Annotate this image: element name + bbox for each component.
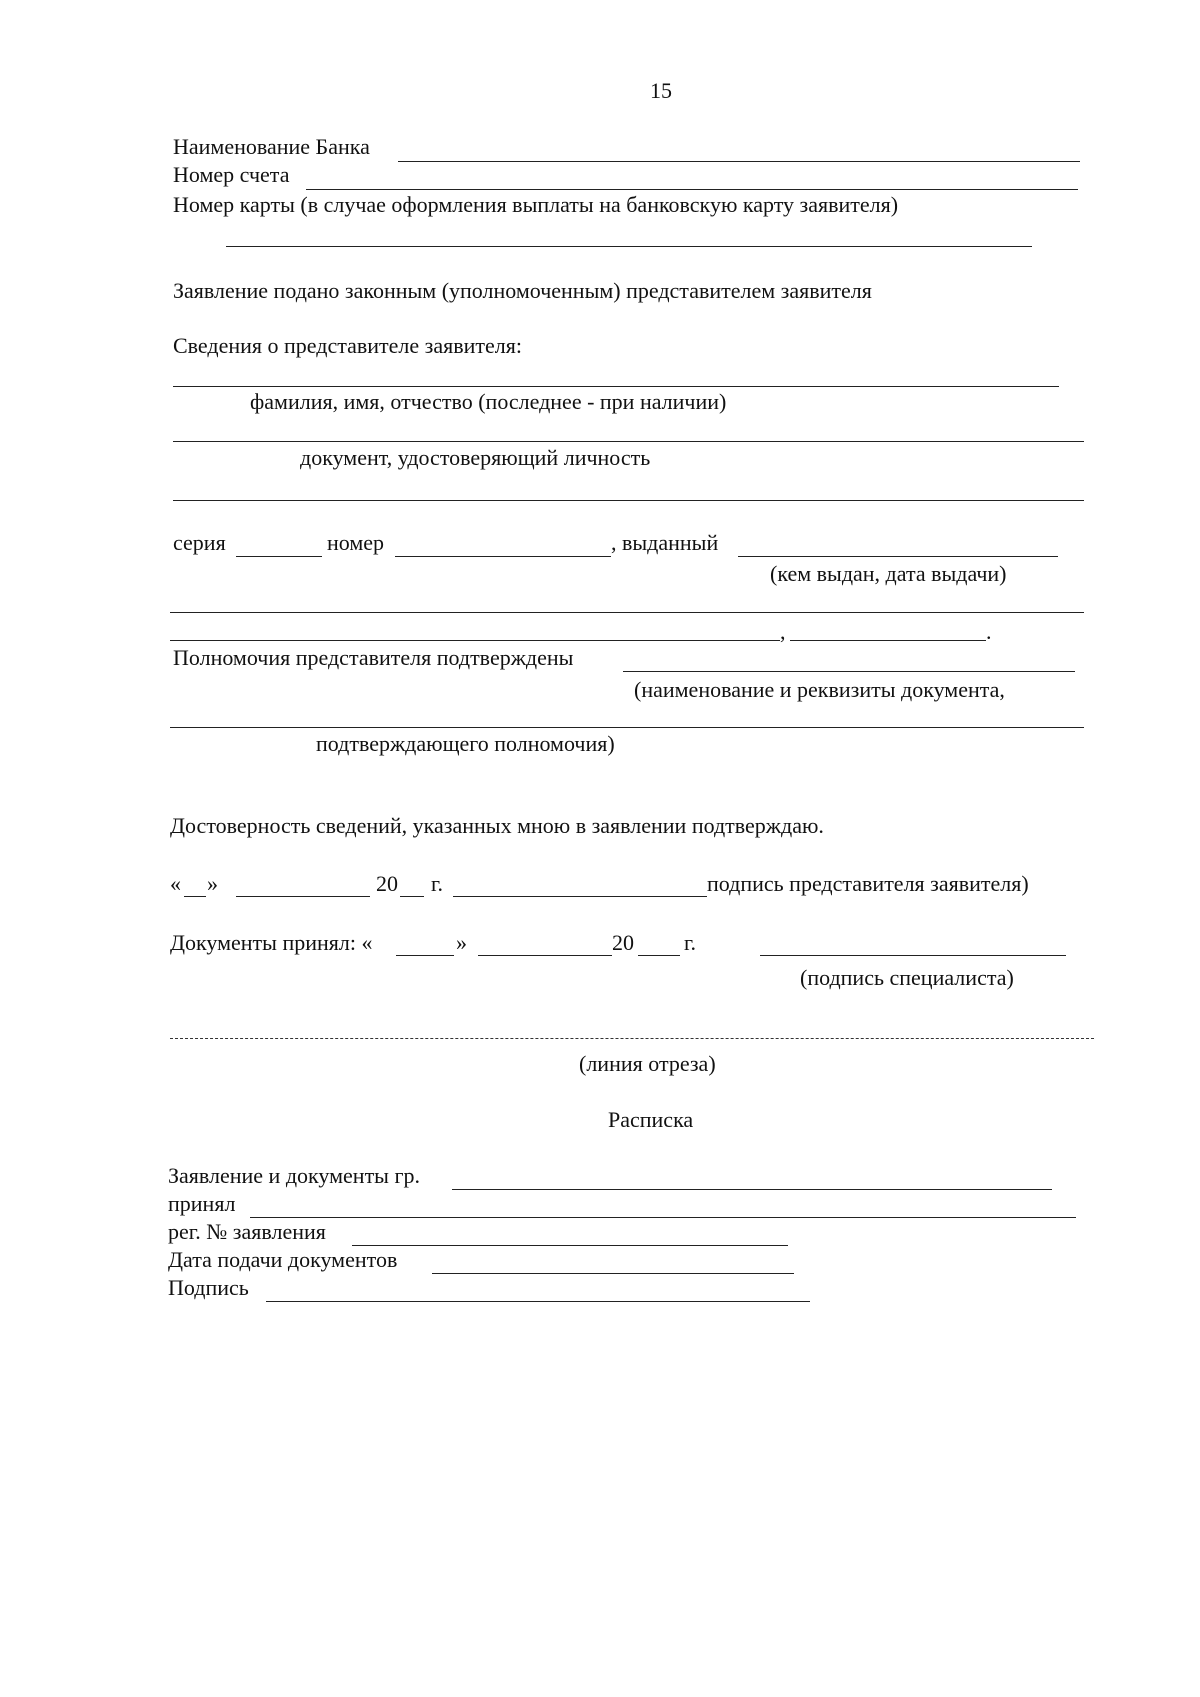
id-document-line-2[interactable] xyxy=(173,500,1084,501)
rep-date-quote-open: « xyxy=(170,871,181,896)
submitted-by-representative: Заявление подано законным (уполномоченным) представителем заявителя xyxy=(173,278,872,303)
number-line[interactable] xyxy=(395,556,611,557)
receipt-signature-line[interactable] xyxy=(266,1301,810,1302)
number-label: номер xyxy=(327,530,385,555)
authority-caption-1: (наименование и реквизиты документа, xyxy=(634,677,1005,702)
rep-signature-line[interactable] xyxy=(453,896,707,897)
receipt-accepted-line[interactable] xyxy=(250,1217,1076,1218)
authority-label: Полномочия представителя подтверждены xyxy=(173,645,574,670)
rep-date-year-line[interactable] xyxy=(400,896,424,897)
rep-date-quote-close: » xyxy=(207,871,218,896)
rep-date-day-line[interactable] xyxy=(184,896,206,897)
accepted-label: Документы принял: « xyxy=(170,930,373,955)
issued-by-line[interactable] xyxy=(738,556,1058,557)
issued-caption: (кем выдан, дата выдачи) xyxy=(770,561,1007,586)
accepted-year-suffix: г. xyxy=(684,930,697,955)
representative-info-label: Сведения о представителе заявителя: xyxy=(173,333,522,358)
page-number: 15 xyxy=(650,78,672,103)
authority-document-line[interactable] xyxy=(623,671,1075,672)
id-document-caption: документ, удостоверяющий личность xyxy=(300,445,651,470)
series-label: серия xyxy=(173,530,226,555)
issued-line-period: . xyxy=(986,619,992,644)
receipt-accepted-label: принял xyxy=(168,1191,236,1216)
receipt-title: Расписка xyxy=(608,1107,694,1132)
specialist-caption: (подпись специалиста) xyxy=(800,965,1014,990)
cut-line-caption: (линия отреза) xyxy=(579,1051,716,1076)
rep-date-month-line[interactable] xyxy=(236,896,370,897)
accepted-year-prefix: 20 xyxy=(612,930,634,955)
receipt-signature-label: Подпись xyxy=(168,1275,249,1300)
issue-date-line[interactable] xyxy=(790,640,986,641)
receipt-docs-from-line[interactable] xyxy=(452,1189,1052,1190)
accepted-quote-close: » xyxy=(456,930,467,955)
series-line[interactable] xyxy=(236,556,322,557)
receipt-reg-number-label: рег. № заявления xyxy=(168,1219,326,1244)
authority-document-line-2[interactable] xyxy=(170,727,1084,728)
issued-label: , выданный xyxy=(611,530,719,555)
bank-name-label: Наименование Банка xyxy=(173,134,370,159)
receipt-docs-from-label: Заявление и документы гр. xyxy=(168,1163,420,1188)
rep-date-year-prefix: 20 xyxy=(376,871,398,896)
issued-by-line-2[interactable] xyxy=(170,612,1084,613)
receipt-reg-number-line[interactable] xyxy=(352,1245,788,1246)
account-number-label: Номер счета xyxy=(173,162,290,187)
receipt-submission-date-line[interactable] xyxy=(432,1273,794,1274)
bank-name-line[interactable] xyxy=(398,161,1080,162)
rep-date-year-suffix: г. xyxy=(431,871,444,896)
issued-line-comma: , xyxy=(780,619,786,644)
card-number-line[interactable] xyxy=(226,246,1032,247)
accepted-year-line[interactable] xyxy=(638,955,680,956)
authority-caption-2: подтверждающего полномочия) xyxy=(316,731,615,756)
id-document-line[interactable] xyxy=(173,441,1084,442)
rep-signature-caption: подпись представителя заявителя) xyxy=(707,871,1029,896)
receipt-submission-date-label: Дата подачи документов xyxy=(168,1247,398,1272)
fio-caption: фамилия, имя, отчество (последнее - при наличии) xyxy=(250,389,727,414)
account-number-line[interactable] xyxy=(306,189,1078,190)
issued-by-line-3[interactable] xyxy=(170,640,780,641)
representative-fio-line[interactable] xyxy=(173,386,1059,387)
accepted-day-line[interactable] xyxy=(396,955,454,956)
confirmation-statement: Достоверность сведений, указанных мною в заявлении подтверждаю. xyxy=(170,813,824,838)
cut-line xyxy=(170,1038,1094,1039)
accepted-month-line[interactable] xyxy=(478,955,612,956)
specialist-signature-line[interactable] xyxy=(760,955,1066,956)
card-number-label: Номер карты (в случае оформления выплаты на банковскую карту заявителя) xyxy=(173,192,899,217)
